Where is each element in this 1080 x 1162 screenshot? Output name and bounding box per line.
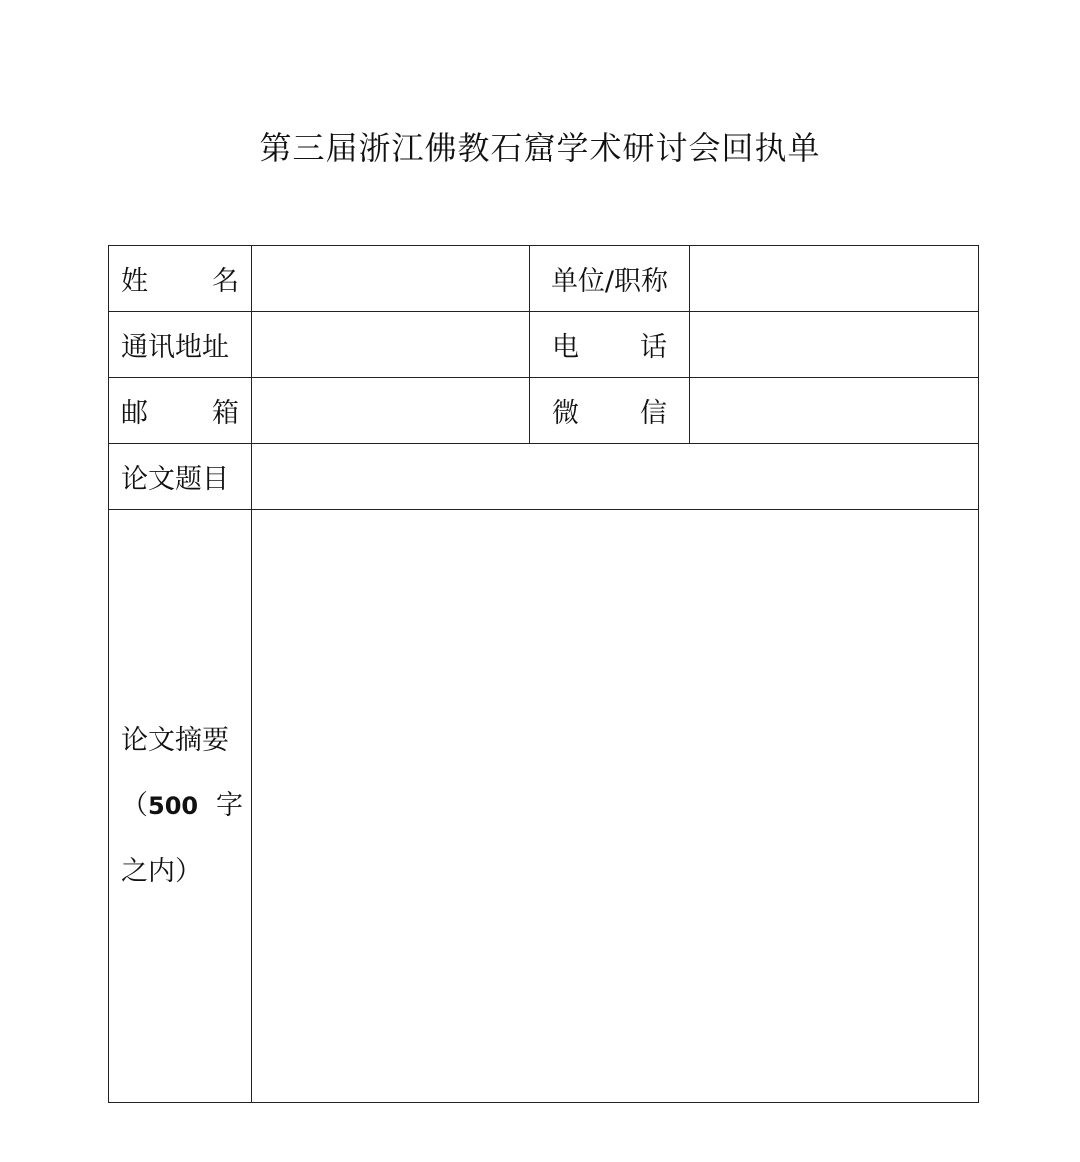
row-email [109, 378, 979, 444]
label-paper-title-cell [109, 444, 252, 510]
label-address-cell [109, 312, 252, 378]
abstract-field[interactable] [252, 510, 979, 1103]
row-abstract [109, 510, 979, 1103]
row-paper-title [109, 444, 979, 510]
row-address [109, 312, 979, 378]
row-name [109, 246, 979, 312]
label-abstract-line2 [121, 773, 243, 839]
label-unit-title-cell [530, 246, 690, 312]
paper-title-field[interactable] [252, 444, 979, 510]
label-phone-char2: 话 [640, 332, 667, 363]
label-phone-cell [530, 312, 690, 378]
label-email-char2: 箱 [212, 398, 239, 429]
label-address: 通讯地址 [121, 332, 229, 363]
label-name-char2: 名 [212, 266, 239, 297]
label-phone-char1: 电 [552, 332, 579, 363]
label-wechat-char2: 信 [640, 398, 667, 429]
label-name-cell [109, 246, 252, 312]
reply-form-table [108, 245, 979, 1103]
label-wechat-cell [530, 378, 690, 444]
label-paper-title: 论文题目 [121, 464, 229, 495]
label-name-char1: 姓 [121, 266, 148, 297]
label-email-cell [109, 378, 252, 444]
phone-field[interactable] [690, 312, 979, 378]
label-abstract-cell [109, 510, 252, 1103]
page-title: 第三届浙江佛教石窟学术研讨会回执单 [259, 129, 821, 167]
name-field[interactable] [252, 246, 530, 312]
label-abstract-char: 字 [216, 790, 243, 821]
wechat-field[interactable] [690, 378, 979, 444]
label-abstract-paren: （ [121, 790, 148, 821]
address-field[interactable] [252, 312, 530, 378]
email-field[interactable] [252, 378, 530, 444]
label-unit-title: 单位/职称 [550, 266, 669, 297]
label-abstract-line3: 之内） [121, 856, 202, 887]
label-abstract-limit: 500 [148, 792, 199, 820]
label-abstract-line1: 论文摘要 [121, 725, 229, 756]
unit-title-field[interactable] [690, 246, 979, 312]
label-email-char1: 邮 [121, 398, 148, 429]
label-wechat-char1: 微 [552, 398, 579, 429]
